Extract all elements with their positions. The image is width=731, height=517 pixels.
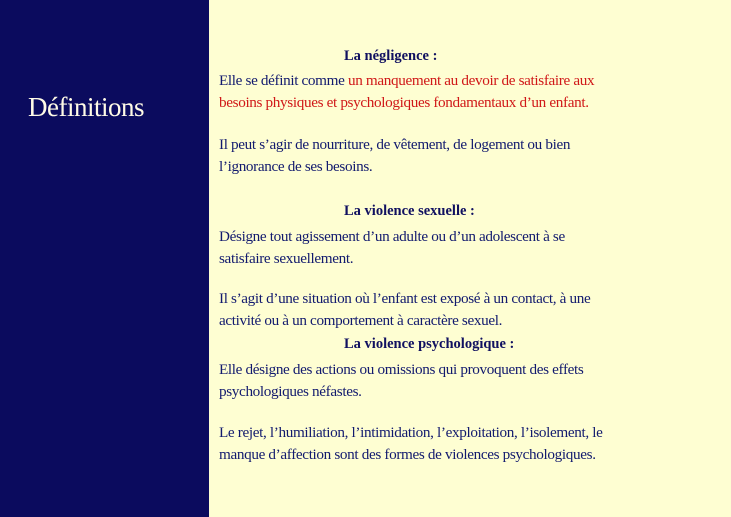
section-heading-psychological-violence: La violence psychologique :	[344, 336, 515, 352]
negligence-definition	[219, 70, 724, 113]
negligence-definition-line-1	[219, 70, 724, 92]
sexual-violence-detail-line-2: activité ou à un comportement à caractère sexuel.	[219, 311, 503, 329]
psychological-violence-detail-line-2: manque d’affection sont des formes de violences psychologiques.	[219, 445, 596, 463]
slide-title: Définitions	[28, 92, 144, 122]
section-heading-negligence: La négligence :	[344, 48, 438, 64]
psychological-violence-definition-line-2: psychologiques néfastes.	[219, 382, 362, 400]
psychological-violence-definition-line-1: Elle désigne des actions ou omissions qui provoquent des effets	[219, 361, 584, 378]
psychological-violence-definition	[219, 359, 724, 402]
section-heading-sexual-violence: La violence sexuelle :	[344, 203, 475, 219]
negligence-definition-highlight: un manquement au devoir de satisfaire aux	[347, 72, 595, 89]
psychological-violence-detail-line-1: Le rejet, l’humiliation, l’intimidation, l’exploitation, l’isolement, le	[219, 424, 603, 441]
sexual-violence-detail	[219, 288, 724, 331]
negligence-detail-line-2: l’ignorance de ses besoins.	[219, 157, 373, 175]
sexual-violence-definition-line-2: satisfaire sexuellement.	[219, 249, 354, 267]
negligence-definition-line-2: besoins physiques et psychologiques fondamentaux d’un enfant.	[219, 93, 589, 111]
negligence-detail	[219, 134, 724, 177]
sexual-violence-definition-line-1: Désigne tout agissement d’un adulte ou d’un adolescent à se	[219, 228, 565, 245]
psychological-violence-detail	[219, 422, 724, 465]
negligence-definition-lead: Elle se définit comme	[219, 72, 348, 89]
sexual-violence-detail-line-1: Il s’agit d’une situation où l’enfant est exposé à un contact, à une	[219, 290, 591, 307]
sexual-violence-definition	[219, 226, 724, 269]
sidebar-panel	[0, 0, 209, 517]
negligence-detail-line-1: Il peut s’agir de nourriture, de vêtement, de logement ou bien	[219, 136, 571, 153]
